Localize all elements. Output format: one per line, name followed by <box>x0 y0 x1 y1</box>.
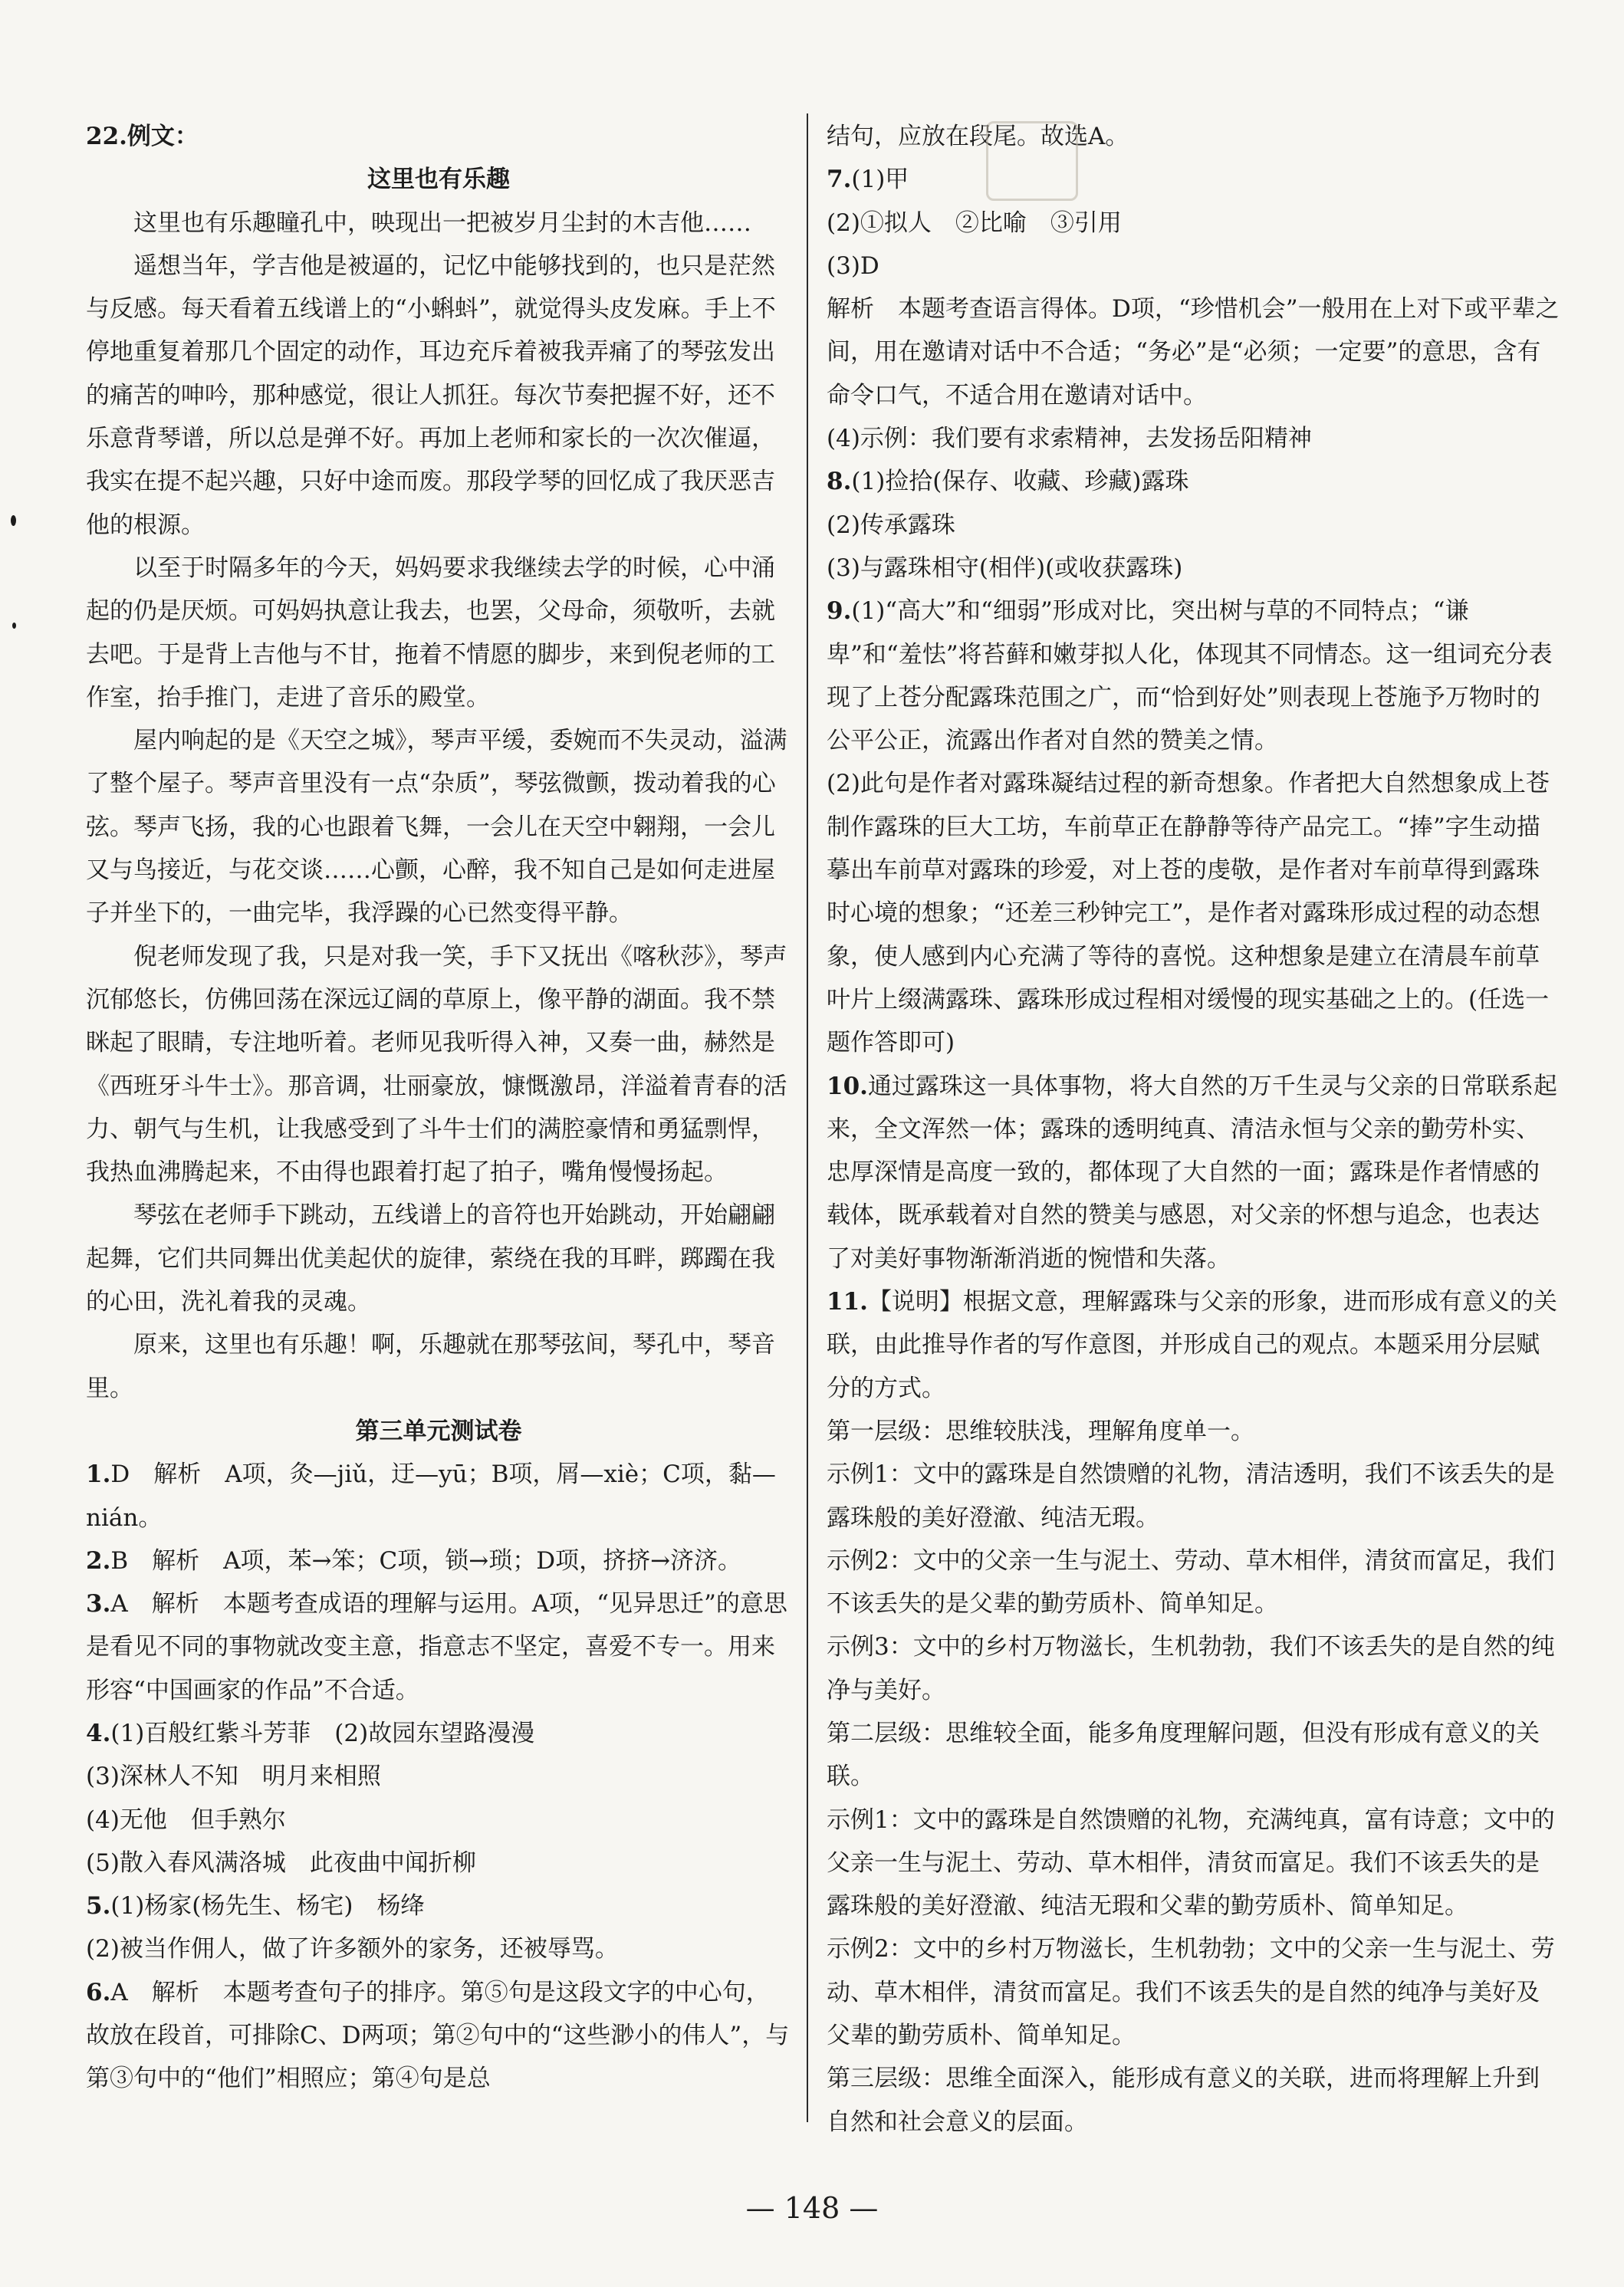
answer-text: 示例1：文中的露珠是自然馈赠的礼物，清洁透明，我们不该丢失的是露珠般的美好澄澈、纯洁无瑕。 <box>827 1461 1555 1532</box>
answer-number: 11. <box>827 1288 868 1316</box>
answer-text: (2)被当作佣人，做了许多额外的家务，还被辱骂。 <box>86 1935 619 1963</box>
answer-line <box>827 1453 1560 1539</box>
answer-text: (4)无他 但手熟尔 <box>86 1806 286 1834</box>
answer-text: 结句，应放在段尾。故选A。 <box>827 123 1129 150</box>
answer-item <box>86 1799 791 1842</box>
answer-text: (1)“高大”和“细弱”形成对比，突出树与草的不同特点；“谦卑”和“羞怯”将苔藓和嫩芽拟人化，体现其不同情态。这一组词充分表现了上苍分配露珠范围之广，而“恰到好处”则表现上苍施予万物时的公平公正，流露出作者对自然的赞美之情。 <box>827 597 1553 755</box>
answer-text: (1)甲 <box>851 166 909 194</box>
essay-paragraph: 原来，这里也有乐趣！啊，乐趣就在那琴弦间，琴孔中，琴音里。 <box>86 1331 775 1402</box>
answer-text: (3)与露珠相守(相伴)(或收获露珠) <box>827 554 1183 582</box>
answer-number: 1. <box>86 1461 111 1489</box>
essay-paragraph: 琴弦在老师手下跳动，五线谱上的音符也开始跳动，开始翩翩起舞，它们共同舞出优美起伏的旋律，萦绕在我的耳畔，踯躅在我的心田，洗礼着我的灵魂。 <box>86 1201 775 1316</box>
answer-number: 5. <box>86 1892 111 1921</box>
answer-line <box>827 460 1560 503</box>
column-divider <box>807 113 808 2122</box>
section-title: 第三单元测试卷 <box>355 1417 522 1445</box>
essay-paragraph: 倪老师发现了我，只是对我一笑，手下又抚出《喀秋莎》，琴声沉郁悠长，仿佛回荡在深远辽阔的草原上，像平静的湖面。我不禁眯起了眼睛，专注地听着。老师见我听得入神，又奏一曲，赫然是《西班牙斗牛士》。那音调，壮丽豪放，慷慨激昂，洋溢着青春的活力、朝气与生机，让我感受到了斗牛士们的满腔豪情和勇猛剽悍，我热血沸腾起来，不由得也跟着打起了拍子，嘴角慢慢扬起。 <box>86 942 787 1187</box>
answer-number: 6. <box>86 1978 111 2006</box>
answer-line <box>827 1712 1560 1799</box>
answer-item <box>86 1539 791 1582</box>
answer-text: (1)杨家(杨先生、杨宅) 杨绛 <box>110 1892 425 1921</box>
answer-number: 4. <box>86 1719 111 1747</box>
answer-line <box>827 504 1560 547</box>
answer-text: 示例2：文中的父亲一生与泥土、劳动、草木相伴，清贫而富足，我们不该丢失的是父辈的勤劳质朴、简单知足。 <box>827 1546 1555 1618</box>
answer-line <box>827 288 1560 417</box>
answer-text: (1)捡拾(保存、收藏、珍藏)露珠 <box>851 468 1189 496</box>
answer-number: 2. <box>86 1546 111 1575</box>
answer-number: 9. <box>827 597 852 626</box>
answer-item <box>86 1842 791 1884</box>
q22-label: 22.例文： <box>86 123 199 150</box>
page-number: — 148 — <box>745 2191 879 2225</box>
answer-item <box>86 1755 791 1798</box>
answer-line <box>827 115 1560 158</box>
answer-text: (2)①拟人 ②比喻 ③引用 <box>827 209 1122 237</box>
answer-text: (1)百般红紫斗芳菲 (2)故园东望路漫漫 <box>110 1719 535 1747</box>
answer-text: 通过露珠这一具体事物，将大自然的万千生灵与父亲的日常联系起来，全文浑然一体；露珠的透明纯真、清洁永恒与父亲的勤劳朴实、忠厚深情是高度一致的，都体现了大自然的一面；露珠是作者情感的载体，既承载着对自然的赞美与感恩，对父亲的怀想与追念，也表达了对美好事物渐渐消逝的惋惜和失落。 <box>827 1072 1557 1273</box>
left-column <box>86 115 791 2118</box>
answer-line <box>827 202 1560 245</box>
margin-mark <box>11 515 16 526</box>
answer-text: (3)深林人不知 明月来相照 <box>86 1763 381 1791</box>
answer-text: (3)D <box>827 251 879 280</box>
essay-paragraph: 屋内响起的是《天空之城》，琴声平缓，委婉而不失灵动，溢满了整个屋子。琴声音里没有一点“杂质”，琴弦微颤，拨动着我的心弦。琴声飞扬，我的心也跟着飞舞，一会儿在天空中翱翔，一会儿又与鸟接近，与花交谈……心颤，心醉，我不知自己是如何走进屋子并坐下的，一曲完毕，我浮躁的心已然变得平静。 <box>86 727 787 928</box>
margin-mark <box>12 623 16 629</box>
answer-item <box>86 1884 791 1927</box>
essay-title: 这里也有乐趣 <box>367 166 510 194</box>
answer-text: (2)此句是作者对露珠凝结过程的新奇想象。作者把大自然想象成上苍制作露珠的巨大工坊，车前草正在静静等待产品完工。“捧”字生动描摹出车前草对露珠的珍爱，对上苍的虔敬，是作者对车前草得到露珠时心境的想象；“还差三秒钟完工”，是作者对露珠形成过程的动态想象，使人感到内心充满了等待的喜悦。这种想象是建立在清晨车前草叶片上缀满露珠、露珠形成过程相对缓慢的现实基础之上的。(任选一题作答即可) <box>827 770 1550 1057</box>
answer-text: A 解析 本题考查句子的排序。第⑤句是这段文字的中心句，故放在段首，可排除C、D两项；第②句中的“这些渺小的伟人”，与第③句中的“他们”相照应；第④句是总 <box>86 1978 790 2093</box>
answer-item <box>86 1927 791 1970</box>
answer-number: 8. <box>827 468 852 496</box>
answer-line <box>827 1410 1560 1453</box>
answer-text: (4)示例：我们要有求索精神，去发扬岳阳精神 <box>827 425 1312 453</box>
answer-text: 【说明】根据文意，理解露珠与父亲的形象，进而形成有意义的关联，由此推导作者的写作意图，并形成自己的观点。本题采用分层赋分的方式。 <box>827 1288 1557 1402</box>
answer-line <box>827 1625 1560 1712</box>
answer-text: A 解析 本题考查成语的理解与运用。A项，“见异思迁”的意思是看见不同的事物就改变主意，指意志不坚定，喜爱不专一。用来形容“中国画家的作品”不合适。 <box>86 1590 787 1704</box>
answer-item <box>86 1582 791 1712</box>
answer-text: 示例1：文中的露珠是自然馈赠的礼物，充满纯真，富有诗意；文中的父亲一生与泥土、劳动、草木相伴，清贫而富足。我们不该丢失的是露珠般的美好澄澈、纯洁无瑕和父辈的勤劳质朴、简单知足。 <box>827 1806 1555 1921</box>
answer-line <box>827 1280 1560 1410</box>
answer-line <box>827 158 1560 201</box>
answer-text: (2)传承露珠 <box>827 511 955 539</box>
right-column <box>827 115 1560 2136</box>
answer-line <box>827 417 1560 460</box>
answer-text: 第二层级：思维较全面，能多角度理解问题，但没有形成有意义的关联。 <box>827 1719 1540 1791</box>
answer-text: 解析 本题考查语言得体。D项，“珍惜机会”一般用在上对下或平辈之间，用在邀请对话中不合适；“务必”是“必须；一定要”的意思，含有命令口气，不适合用在邀请对话中。 <box>827 295 1560 409</box>
essay-paragraph: 这里也有乐趣瞳孔中，映现出一把被岁月尘封的木吉他…… <box>133 209 751 237</box>
essay-paragraph: 遥想当年，学吉他是被逼的，记忆中能够找到的，也只是茫然与反感。每天看着五线谱上的“小蝌蚪”，就觉得头皮发麻。手上不停地重复着那几个固定的动作，耳边充斥着被我弄痛了的琴弦发出的痛苦的呻吟，那种感觉，很让人抓狂。每次节奏把握不好，还不乐意背琴谱，所以总是弹不好。再加上老师和家长的一次次催逼，我实在提不起兴趣，只好中途而废。那段学琴的回忆成了我厌恶吉他的根源。 <box>86 251 776 539</box>
answer-line <box>827 547 1560 590</box>
answer-line <box>827 590 1560 762</box>
answer-text: (5)散入春风满洛城 此夜曲中闻折柳 <box>86 1848 476 1877</box>
answer-line <box>827 245 1560 288</box>
answer-text: 第一层级：思维较肤浅，理解角度单一。 <box>827 1417 1254 1445</box>
answer-number: 3. <box>86 1590 111 1618</box>
watermark-stamp <box>986 121 1078 201</box>
answer-number: 10. <box>827 1072 868 1100</box>
answer-item <box>86 1712 791 1755</box>
answer-number: 7. <box>827 166 852 194</box>
answer-line <box>827 1799 1560 1928</box>
left-answers <box>86 1453 791 2100</box>
answer-line <box>827 2057 1560 2144</box>
answer-text: 示例3：文中的乡村万物滋长，生机勃勃，我们不该丢失的是自然的纯净与美好。 <box>827 1633 1555 1704</box>
answer-line <box>827 1539 1560 1626</box>
answer-line <box>827 762 1560 1064</box>
answer-text: 示例2：文中的乡村万物滋长，生机勃勃；文中的父亲一生与泥土、劳动、草木相伴，清贫而富足。我们不该丢失的是自然的纯净与美好及父辈的勤劳质朴、简单知足。 <box>827 1935 1555 2050</box>
answer-text: D 解析 A项，灸—jiǔ，迂—yū；B项，屑—xiè；C项，黏—nián。 <box>86 1461 776 1532</box>
answer-text: B 解析 A项，苯→笨；C项，锁→琐；D项，挤挤→济济。 <box>110 1546 742 1575</box>
answer-item <box>86 1453 791 1539</box>
answer-line <box>827 1927 1560 2057</box>
answer-item <box>86 1971 791 2101</box>
answer-text: 第三层级：思维全面深入，能形成有意义的关联，进而将理解上升到自然和社会意义的层面。 <box>827 2065 1540 2136</box>
answer-line <box>827 1065 1560 1280</box>
essay-paragraph: 以至于时隔多年的今天，妈妈要求我继续去学的时候，心中涌起的仍是厌烦。可妈妈执意让我去，也罢，父母命，须敬听，去就去吧。于是背上吉他与不甘，拖着不情愿的脚步，来到倪老师的工作室，抬手推门，走进了音乐的殿堂。 <box>86 554 775 711</box>
